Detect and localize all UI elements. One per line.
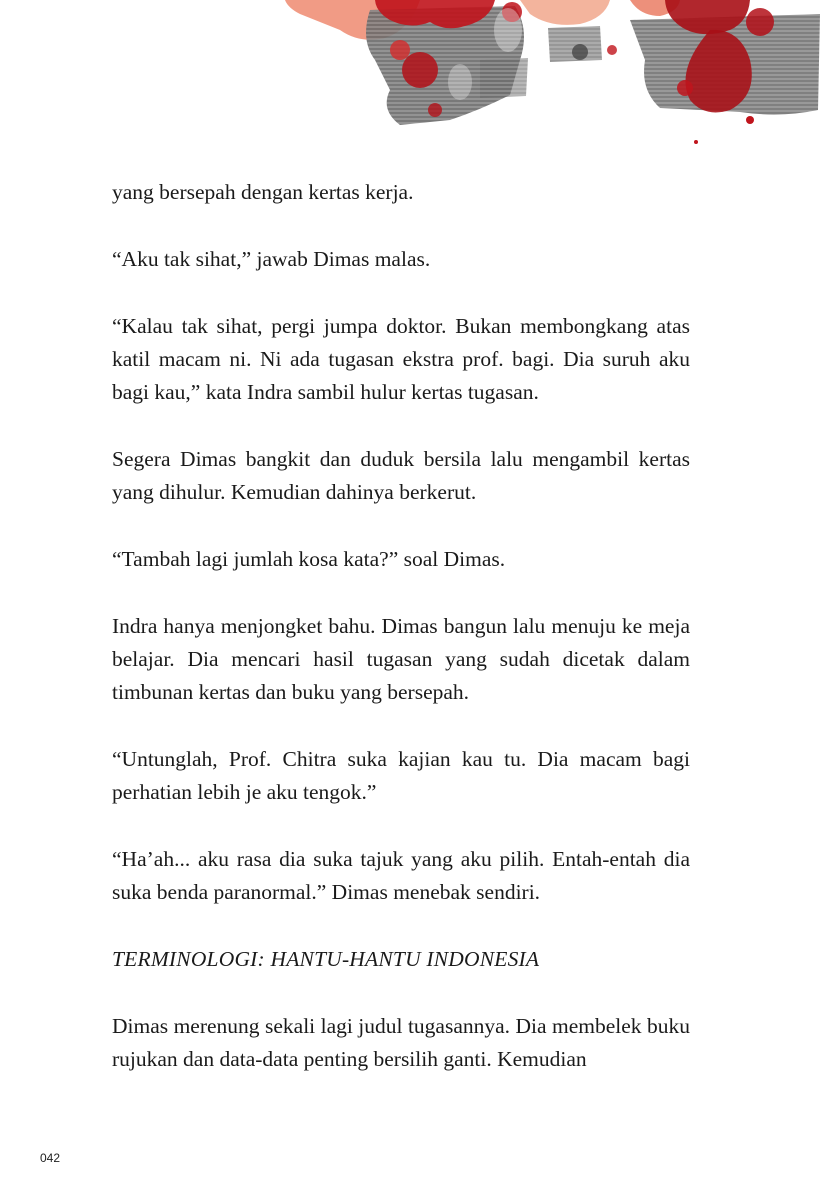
body-text-column bbox=[112, 176, 690, 1110]
paragraph: Dimas merenung sekali lagi judul tugasannya. Dia membelek buku rujukan dan data-data penting bersilih ganti. Kemudian bbox=[112, 1014, 690, 1071]
ink-splatter-header-art bbox=[280, 0, 825, 150]
paragraph: Segera Dimas bangkit dan duduk bersila lalu mengambil kertas yang dihulur. Kemudian dahinya berkerut. bbox=[112, 447, 690, 504]
paragraph: yang bersepah dengan kertas kerja. bbox=[112, 180, 414, 204]
paragraph: “Untunglah, Prof. Chitra suka kajian kau tu. Dia macam bagi perhatian lebih je aku tengok.” bbox=[112, 747, 690, 804]
section-heading: TERMINOLOGI: HANTU-HANTU INDONESIA bbox=[112, 947, 540, 971]
paragraph: “Aku tak sihat,” jawab Dimas malas. bbox=[112, 247, 431, 271]
paragraph: “Ha’ah... aku rasa dia suka tajuk yang aku pilih. Entah-entah dia suka benda paranormal.” Dimas menebak sendiri. bbox=[112, 847, 690, 904]
paragraph: Indra hanya menjongket bahu. Dimas bangun lalu menuju ke meja belajar. Dia mencari hasil tugasan yang sudah dicetak dalam timbunan kertas dan buku yang bersepah. bbox=[112, 614, 690, 704]
page-number: 042 bbox=[40, 1151, 61, 1165]
paragraph: “Tambah lagi jumlah kosa kata?” soal Dimas. bbox=[112, 547, 506, 571]
paragraph: “Kalau tak sihat, pergi jumpa doktor. Bukan membongkang atas katil macam ni. Ni ada tugasan ekstra prof. bagi. Dia suruh aku bagi kau,” kata Indra sambil hulur kertas tugasan. bbox=[112, 314, 690, 404]
